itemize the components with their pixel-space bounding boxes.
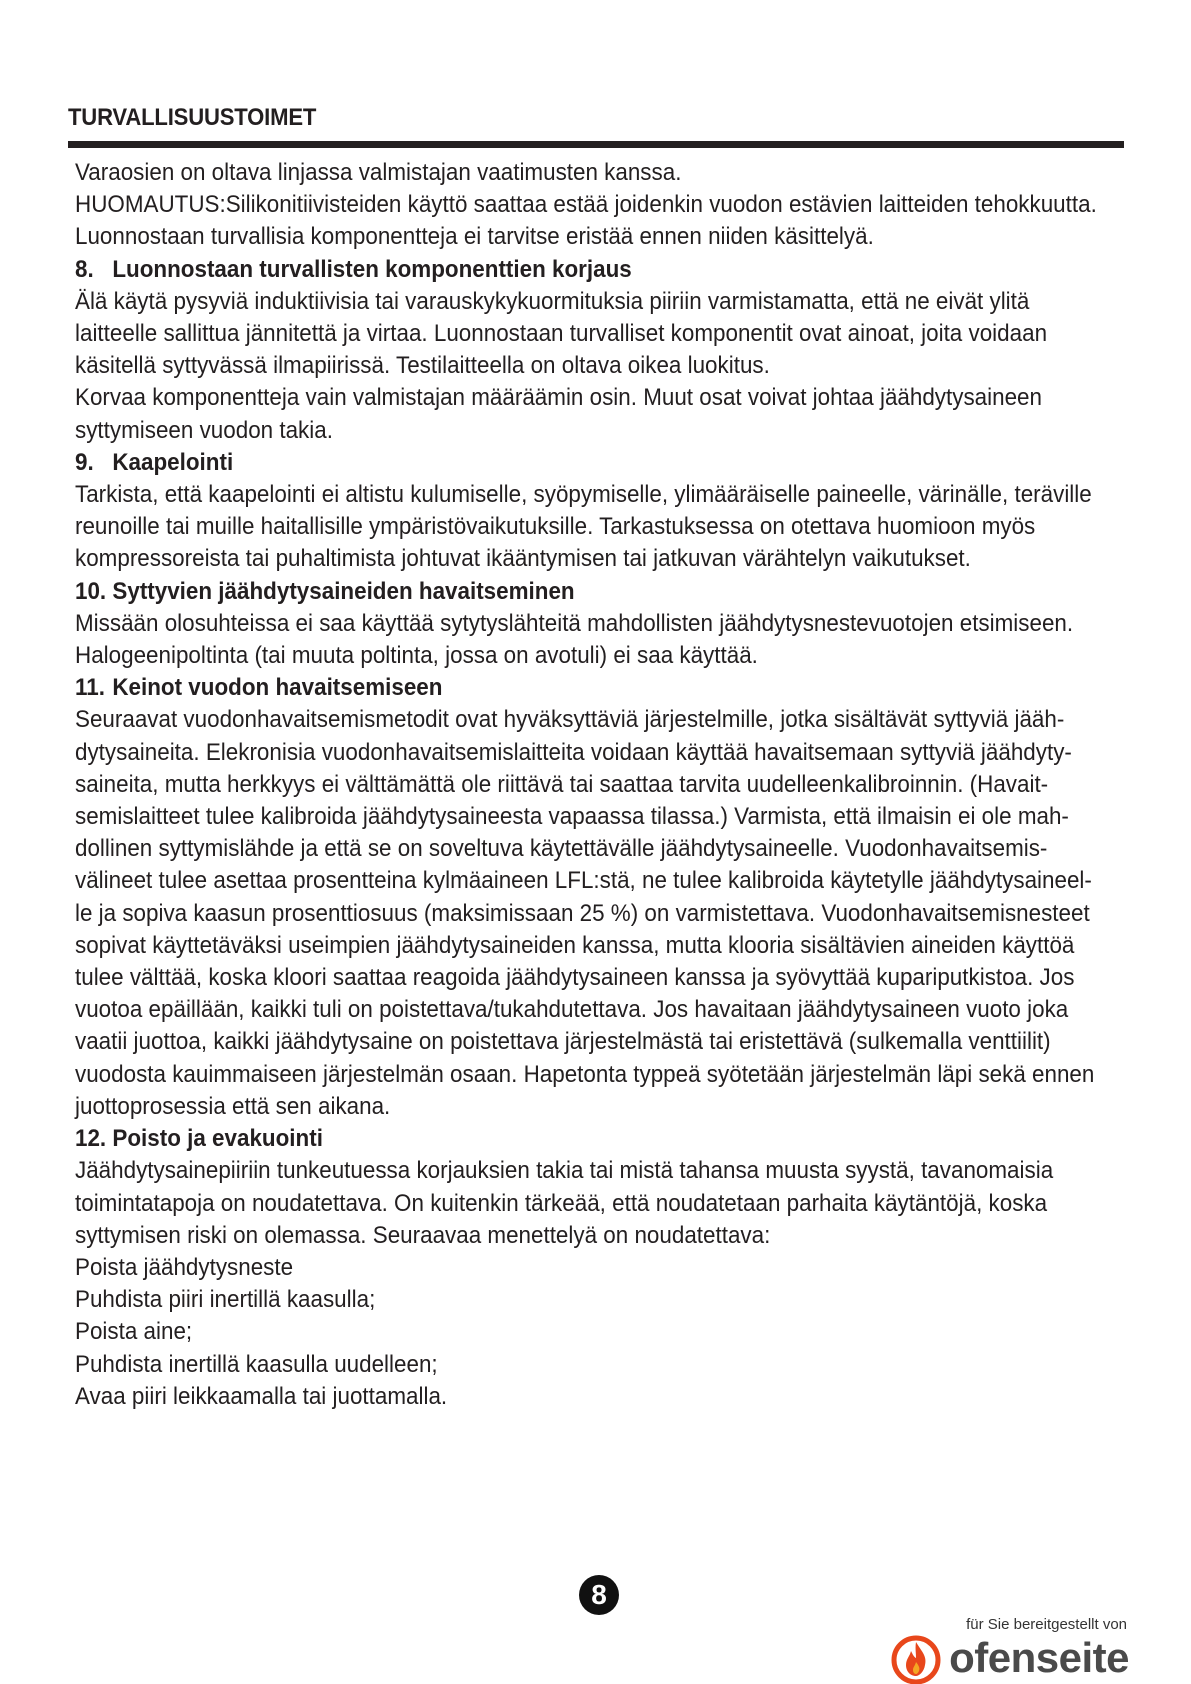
flame-icon <box>889 1632 943 1684</box>
section-number: 11. <box>75 674 105 702</box>
list-item: Poista aine; <box>75 1318 193 1346</box>
body-line: kompressoreista tai puhaltimista johtuvat ikääntymisen tai jatkuvan värähtelyn vaikutukset. <box>75 545 971 573</box>
body-line: dollinen syttymislähde ja että se on soveltuva käytettävälle jäähdytysaineelle. Vuodonhavaitsemis- <box>75 835 1048 863</box>
list-item: Puhdista inertillä kaasulla uudelleen; <box>75 1350 438 1378</box>
section-title: Kaapelointi <box>112 448 234 476</box>
body-line: le ja sopiva kaasun prosenttiosuus (maksimissaan 25 %) on varmistettava. Vuodonhavaitsemisnesteet <box>75 899 1090 927</box>
body-line: semislaitteet tulee kalibroida jäähdytysaineesta vapaassa tilassa.) Varmista, että ilmaisin ei ole mah- <box>75 803 1069 831</box>
body-line: välineet tulee asettaa prosentteina kylmäaineen LFL:stä, ne tulee kalibroida käytetylle jäähdytysaineel- <box>75 867 1092 895</box>
section-title: Syttyvien jäähdytysaineiden havaitseminen <box>112 577 575 605</box>
body-line: toimintatapoja on noudatettava. On kuitenkin tärkeää, että noudatetaan parhaita käytäntöjä, koska <box>75 1189 1048 1217</box>
body-line: Korvaa komponentteja vain valmistajan määräämin osin. Muut osat voivat johtaa jäähdytysaineen <box>75 384 1042 412</box>
body-line: Halogeenipoltinta (tai muuta poltinta, jossa on avotuli) ei saa käyttää. <box>75 642 758 670</box>
brand-tagline: für Sie bereitgestellt von <box>966 1616 1127 1633</box>
page-number-badge: 8 <box>579 1575 619 1615</box>
section-title: Poisto ja evakuointi <box>112 1125 323 1153</box>
body-line: vuotoa epäillään, kaikki tuli on poistettava/tukahdutettava. Jos havaitaan jäähdytysaineen vuoto joka <box>75 996 1069 1024</box>
list-item: Puhdista piiri inertillä kaasulla; <box>75 1286 376 1314</box>
body-line: laitteelle sallittua jännitettä ja virtaa. Luonnostaan turvalliset komponentit ovat ainoat, joita voidaan <box>75 320 1048 348</box>
section-number: 9. <box>75 448 94 476</box>
list-item: Poista jäähdytysneste <box>75 1253 294 1281</box>
section-heading-9 <box>75 447 1118 479</box>
body-line: dytysaineita. Elekronisia vuodonhavaitsemislaitteita voidaan käyttää havaitsemaan syttyviä jäähdyty- <box>75 738 1072 766</box>
section-number: 12. <box>75 1125 107 1153</box>
body-line: Jäähdytysainepiiriin tunkeutuessa korjauksien takia tai mistä tahansa muusta syystä, tavanomaisia <box>75 1157 1054 1185</box>
body-line: Missään olosuhteissa ei saa käyttää sytytyslähteitä mahdollisten jäähdytysnestevuotojen etsimiseen. <box>75 609 1074 637</box>
section-title: Luonnostaan turvallisten komponenttien korjaus <box>112 255 632 283</box>
paragraph: Varaosien on oltava linjassa valmistajan vaatimusten kanssa. <box>75 159 682 186</box>
body-line: Tarkista, että kaapelointi ei altistu kulumiselle, syöpymiselle, ylimääräiselle paineelle, värinälle, teräville <box>75 481 1092 509</box>
header-divider <box>68 141 1124 148</box>
section-title: Keinot vuodon havaitsemiseen <box>112 674 443 702</box>
list-item: Avaa piiri leikkaamalla tai juottamalla. <box>75 1382 448 1410</box>
body-line: sopivat käyttetäväksi useimpien jäähdytysaineiden kanssa, mutta klooria sisältävien aineiden käyttöä <box>75 931 1075 959</box>
body-line: Älä käytä pysyviä induktiivisia tai varauskykykuormituksia piiriin varmistamatta, että ne eivät ylitä <box>75 287 1030 315</box>
body-line: syttymisen riski on olemassa. Seuraavaa menettelyä on noudatettava: <box>75 1221 771 1249</box>
document-body <box>75 157 1118 1413</box>
paragraph: Luonnostaan turvallisia komponentteja ei tarvitse eristää ennen niiden käsittelyä. <box>75 223 874 251</box>
paragraph: HUOMAUTUS:Silikonitiivisteiden käyttö saattaa estää joidenkin vuodon estävien laitteiden tehokkuutta. <box>75 191 1097 219</box>
body-line: Seuraavat vuodonhavaitsemismetodit ovat hyväksyttäviä järjestelmille, jotka sisältävät syttyviä jääh- <box>75 706 1065 734</box>
body-line: käsitellä syttyvässä ilmapiirissä. Testilaitteella on oltava oikea luokitus. <box>75 352 770 380</box>
section-heading-8 <box>75 254 1118 286</box>
section-heading-12 <box>75 1123 1118 1155</box>
section-heading-10 <box>75 576 1118 608</box>
body-line: tulee välttää, koska kloori saattaa reagoida jäähdytysaineen kanssa ja syövyttää kupariputkistoa. Jos <box>75 964 1075 992</box>
section-number: 10. <box>75 577 107 605</box>
body-line: vaatii juottoa, kaikki jäähdytysaine on poistettava järjestelmästä tai eristettävä (sulkemalla venttiilit) <box>75 1028 1051 1056</box>
section-number: 8. <box>75 255 94 283</box>
section-heading-11 <box>75 672 1118 704</box>
body-line: saineita, mutta herkkyys ei välttämättä ole riittävä tai saattaa tarvita uudelleenkalibroinnin. (Havait- <box>75 770 1049 798</box>
body-line: vuodosta kauimmaiseen järjestelmän osaan. Hapetonta typpeä syötetään järjestelmän läpi sekä ennen <box>75 1060 1095 1088</box>
page-title: TURVALLISUUSTOIMET <box>68 104 317 131</box>
body-line: juottoprosessia että sen aikana. <box>75 1092 391 1120</box>
brand-name: ofenseite <box>949 1634 1129 1681</box>
brand-logo <box>889 1632 1129 1684</box>
body-line: reunoille tai muille haitallisille ympäristövaikutuksille. Tarkastuksessa on otettava huomioon myös <box>75 513 1036 541</box>
body-line: syttymiseen vuodon takia. <box>75 416 333 444</box>
